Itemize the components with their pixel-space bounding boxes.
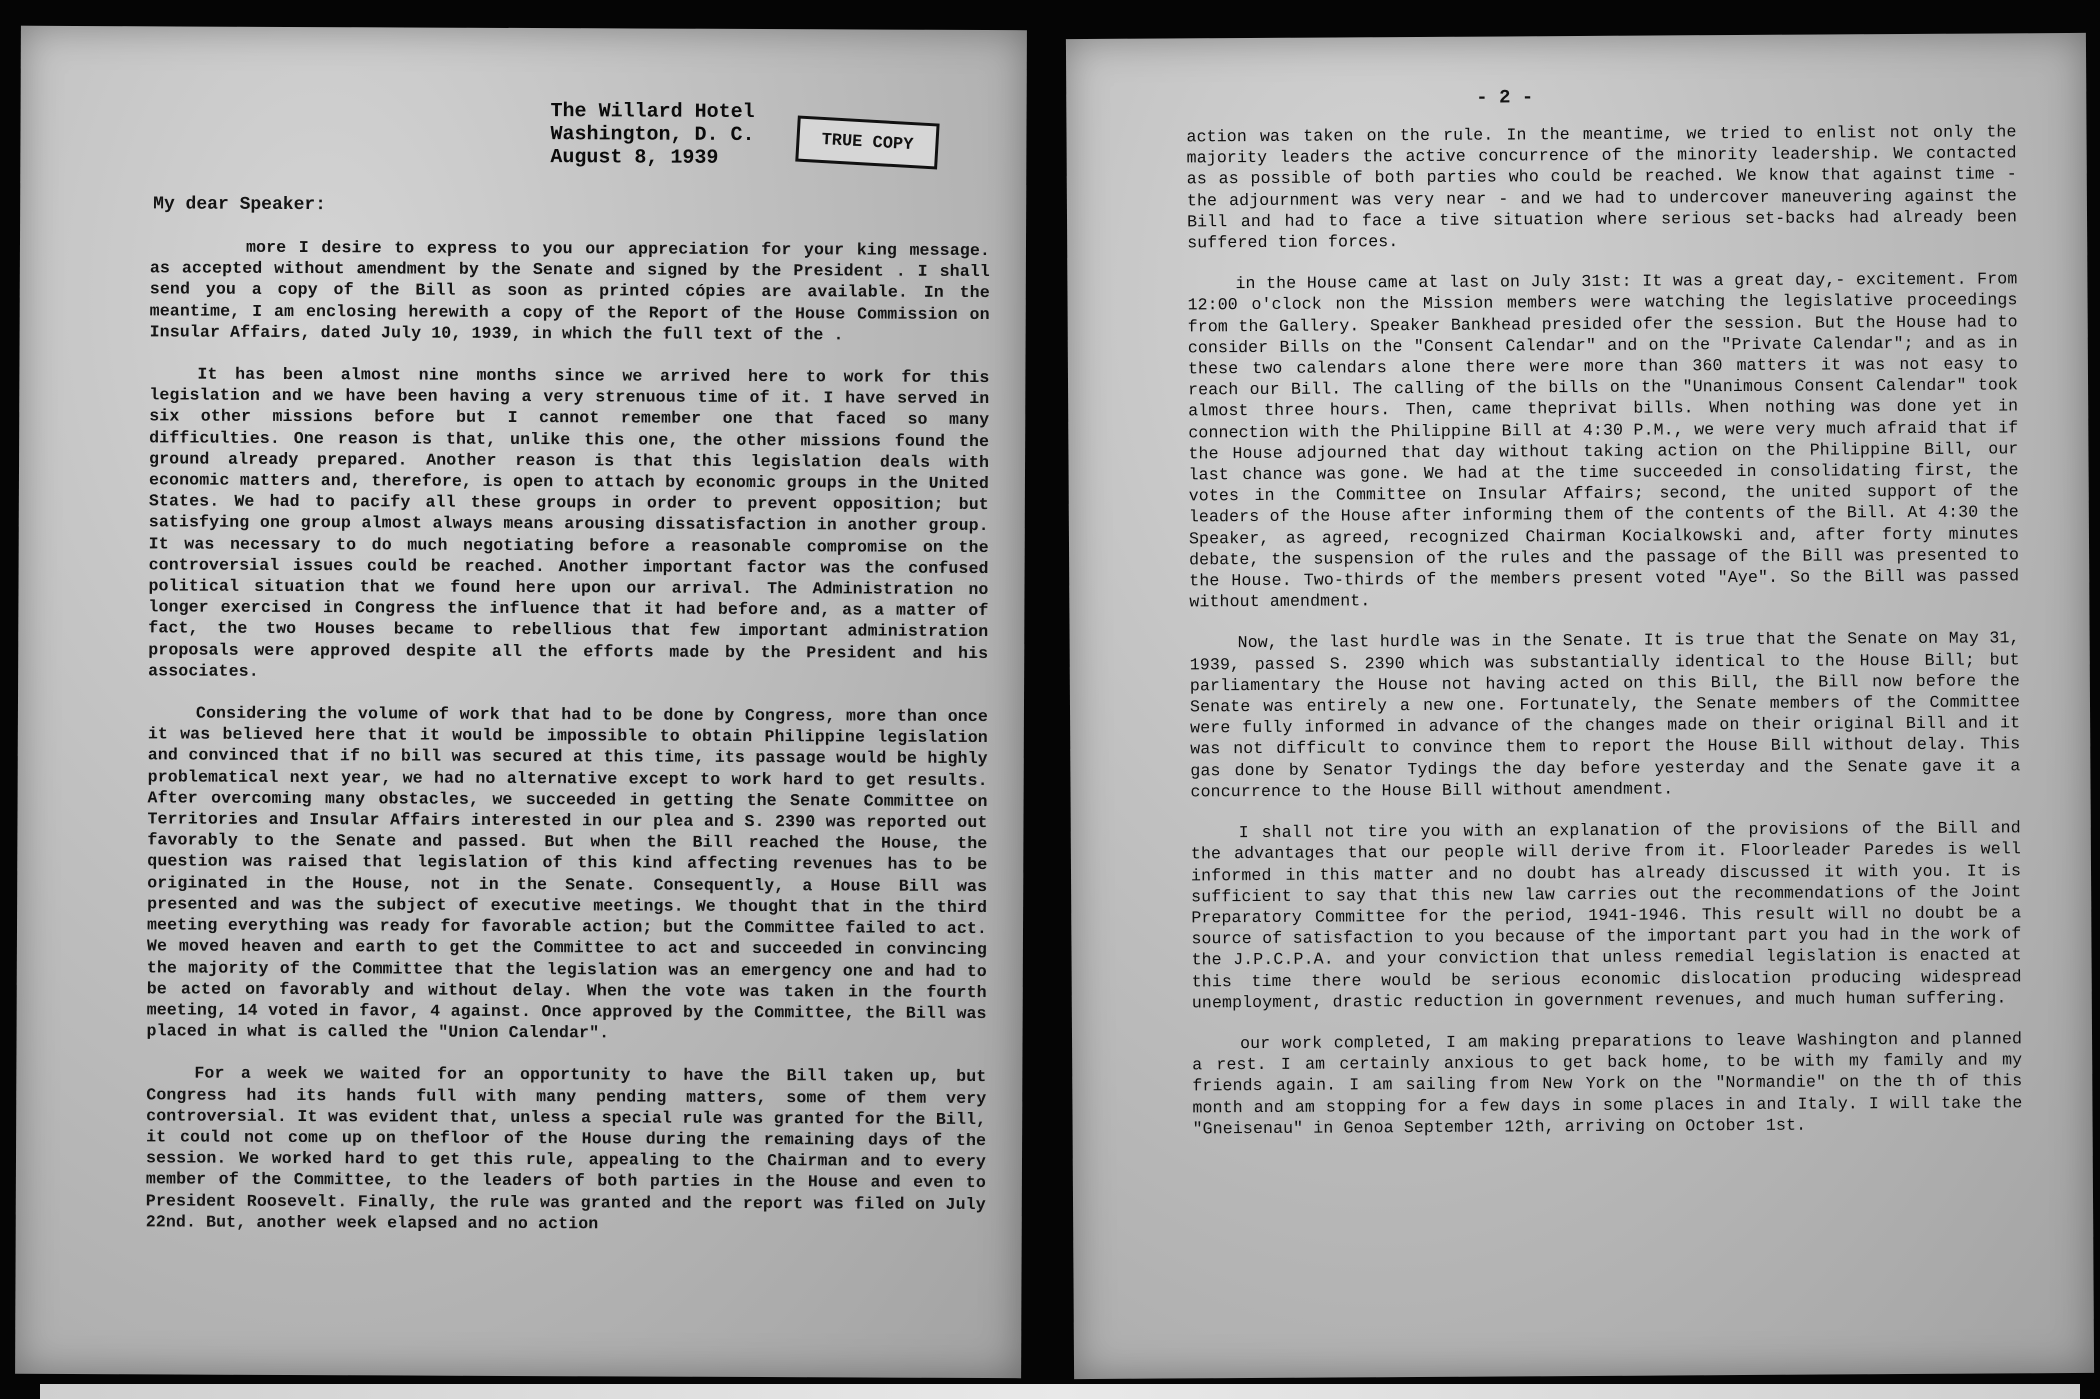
paragraph: action was taken on the rule. In the meantime, we tried to enlist not only the majority leaders the active concurrence of the minority leadership. We contacted as as possible of both parties who could be reached. We know that against time - the adjournment was very near - and we had to undercover maneuvering against the Bill and had to face a tive situation where serious set-backs had already been suffered tion forces.	[1186, 122, 2018, 253]
paragraph: our work completed, I am making preparations to leave Washington and planned a rest. I am certainly anxious to get back home, to be with my family and my friends again. I am sailing from New York on the "Normandie" on the th of this month and am stopping for a few days in some places in and Italy. I will take the "Gneisenau" in Genoa September 12th, arriving on October 1st.	[1192, 1029, 2023, 1139]
paragraph: I shall not tire you with an explanation of the provisions of the Bill and the advantages that our people will derive from it. Floorleader Paredes is well informed in this matter and no doubt has already discussed it with you. It is sufficient to say that this new law carries out the recommendations of the Joint Preparatory Committee for the period, 1941-1946. This result will no doubt be a source of satisfaction to you because of the important part you had in the work of the J.P.C.P.A. and your conviction that unless remedial legislation is enacted at this time there would be serious economic dislocation producing widespread unemployment, drastic reduction in government revenues, and much human suffering.	[1190, 818, 2022, 1013]
letterhead-city: Washington, D. C.	[550, 123, 755, 148]
paragraph: Considering the volume of work that had to be done by Congress, more than once it was believed here that it would be impossible to obtain Philippine legislation and convinced that if no bill was secured at this time, its passage would be highly problematical next year, we had no alternative except to work hard to get results. After overcoming many obstacles, we succeeded in getting the Senate Committee on Territories and Insular Affairs interested in our plea and S. 2390 was reported out favorably to the Senate and passed. But when the Bill reached the House, the question was raised that legislation of this kind affecting revenues has to be originated in the House, not in the Senate. Consequently, a House Bill was presented and was the subject of executive meetings. We thought that in the third meeting everything was ready for favorable action; but the Committee failed to act. We moved heaven and earth to get the Committee to act and succeeded in convincing the majority of the Committee that the legislation was an emergency one and had to be acted on favorably and without delay. When the vote was taken in the fourth meeting, 14 voted in favor, 4 against. Once approved by the Committee, the Bill was placed in what is called the "Union Calendar".	[146, 703, 988, 1043]
letterhead-date: August 8, 1939	[550, 146, 719, 170]
paragraph: It has been almost nine months since we arrived here to work for this legislation and we have been having a very strenuous time of it. I have served in six other missions before but I cannot remember one that faced so many difficulties. One reason is that, unlike this one, the other missions found the ground already prepared. Another reason is that this legislation deals with economic matters and, therefore, is open to attach by economic groups in the United States. We had to pacify all these groups in order to prevent opposition; but satisfying one group almost always means arousing dissatisfaction in another group. It was necessary to do much negotiating before a reasonable compromise on the controversial issues could be reached. Another important factor was the confused political situation that we found here upon our arrival. The Administration no longer exercised in Congress the influence that it had before and, as a matter of fact, the two Houses became to rebellious that few important administration proposals were approved despite all the efforts made by the President and his associates.	[148, 364, 990, 681]
letter-page-1	[15, 26, 1027, 1378]
paragraph: Now, the last hurdle was in the Senate. It is true that the Senate on May 31, 1939, passed S. 2390 which was substantially identical to the House Bill; but parliamentary the House not having acted on this Bill, the Bill now before the Senate was entirely a new one. Fortunately, the Senate members of the Committee were fully informed in advance of the changes made on their original Bill and it was not difficult to convince them to report the House Bill without delay. This gas done by Senator Tydings the day before yesterday and the Senate gave it a concurrence to the House Bill without amendment.	[1189, 628, 2021, 802]
letterhead-hotel: The Willard Hotel	[550, 100, 755, 125]
paragraph: in the House came at last on July 31st: It was a great day,- excitement. From 12:00 o'clock non the Mission members were watching the legislative proceedings from the Gallery. Speaker Bankhead presided ofer the session. But the House had to consider Bills on the "Consent Calendar" and on the "Private Calendar"; and as in these two calendars alone there were more than 360 matters it was not easy to reach our Bill. The calling of the bills on the "Unanimous Consent Calendar" took almost three hours. Then, came theprivat bills. When nothing was done yet in connection with the Philippine Bill at 4:30 P.M., we were very much afraid that if the House adjourned that day without taking action on the Philippine Bill, our last chance was gone. We had at the time succeeded in consolidating first, the votes in the Committee on Insular Affairs; second, the united support of the leaders of the House after informing them of the contents of the Bill. At 4:30 the Speaker, as agreed, recognized Chairman Kocialkowski and, after forty minutes debate, the suspension of the rules and the passage of the Bill was presented to the House. Two-thirds of the members present voted "Aye". So the Bill was passed without amendment.	[1187, 269, 2020, 612]
scanner-edge	[40, 1384, 2080, 1399]
salutation: My dear Speaker:	[153, 194, 327, 216]
page-2-body	[1186, 121, 2022, 1159]
paragraph: more I desire to express to you our appreciation for your king message. as accepted without amendment by the Senate and signed by the President . I shall send you a copy of the Bill as soon as printed cópies are available. In the meantime, I am enclosing herewith a copy of the Report of the House Commission on Insular Affairs, dated July 10, 1939, in which the full text of the .	[149, 237, 991, 345]
true-copy-stamp	[795, 116, 939, 170]
page-1-body	[146, 236, 990, 1257]
letter-page-2	[1066, 33, 2094, 1379]
page-number: - 2 -	[1476, 86, 1534, 109]
letterhead	[550, 100, 754, 170]
stamp-label: TRUE COPY	[821, 130, 914, 155]
paragraph: For a week we waited for an opportunity to have the Bill taken up, but Congress had its hands full with many pending matters, some of them very controversial. It was evident that, unless a special rule was granted for the Bill, it could not come up on thefloor of the House during the remaining days of the session. We worked hard to get this rule, appealing to the Chairman and to every member of the Committee, to the leaders of both parties in the House and even to President Roosevelt. Finally, the rule was granted and the report was filed on July 22nd. But, another week elapsed and no action	[145, 1063, 987, 1234]
